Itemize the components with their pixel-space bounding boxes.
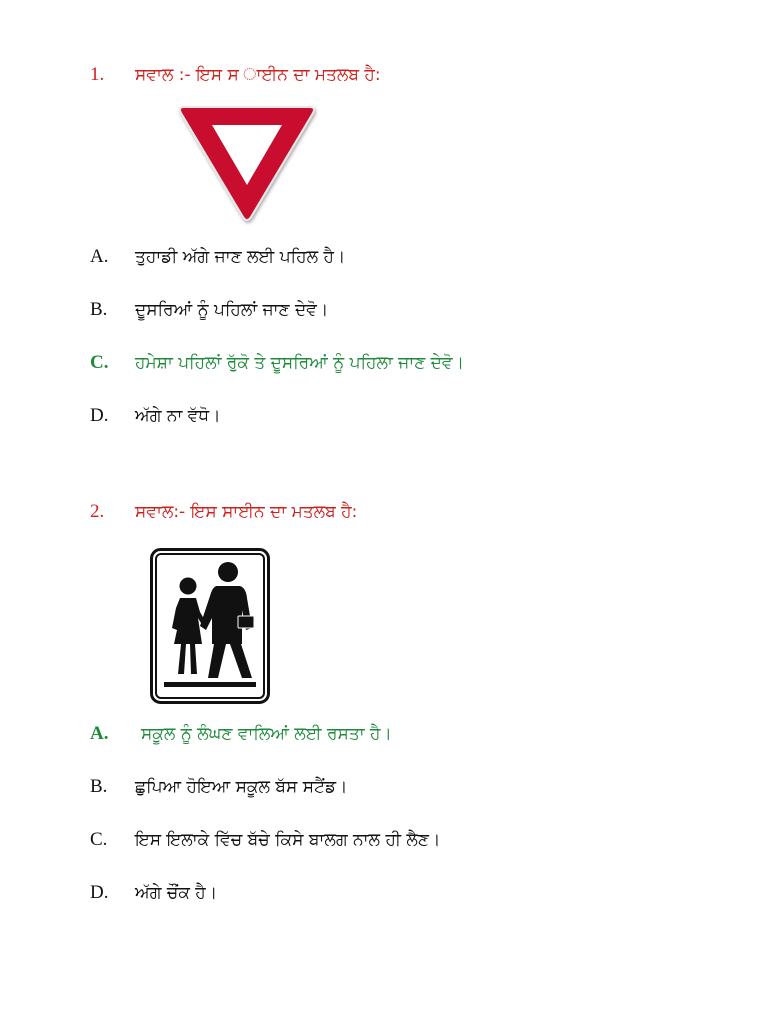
option-letter: D. [90,882,109,903]
option-letter: A. [90,723,109,744]
option-letter: A. [90,246,109,267]
option-letter: B. [90,776,108,797]
option-text: ਅੱਗੇ ਚੌਂਕ ਹੈ। [135,883,218,903]
option-text: ਸਕੂਲ ਨੂੰ ਲੰਘਣ ਵਾਲਿਆਂ ਲਈ ਰਸਤਾ ਹੈ। [141,724,392,744]
option-letter: D. [90,405,109,426]
option-letter: C. [90,352,109,373]
option-text: ਤੁਹਾਡੀ ਅੱਗੇ ਜਾਣ ਲਈ ਪਹਿਲ ਹੈ। [135,247,346,267]
question-prompt: ਸਵਾਲ:- ਇਸ ਸਾਈਨ ਦਾ ਮਤਲਬ ਹੈ: [135,502,358,522]
question-number: 2. [90,501,105,522]
option-text: ਇਸ ਇਲਾਕੇ ਵਿੱਚ ਬੱਚੇ ਕਿਸੇ ਬਾਲਗ ਨਾਲ ਹੀ ਲੈਣ। [135,830,441,850]
option-text: ਅੱਗੇ ਨਾ ਵੱਧੋ। [135,406,221,426]
option-text: ਦੂਸਰਿਆਂ ਨੂੰ ਪਹਿਲਾਂ ਜਾਣ ਦੇਵੋ। [135,300,329,320]
option-letter: C. [90,829,108,850]
yield-sign-icon [176,103,318,225]
question-prompt: ਸਵਾਲ :- ਇਸ ਸ ਾਈਨ ਦਾ ਮਤਲਬ ਹੈ: [135,65,381,85]
option-text: ਛੁਪਿਆ ਹੋਇਆ ਸਕੂਲ ਬੱਸ ਸਟੈਂਡ। [135,777,348,797]
option-text: ਹਮੇਸ਼ਾ ਪਹਿਲਾਂ ਰੁੱਕੋ ਤੇ ਦੂਸਰਿਆਂ ਨੂੰ ਪਹਿਲਾ ਜਾਣ ਦੇਵੋ। [135,353,465,373]
question-number: 1. [90,64,105,85]
school-crossing-sign-icon [150,548,270,704]
option-letter: B. [90,299,108,320]
